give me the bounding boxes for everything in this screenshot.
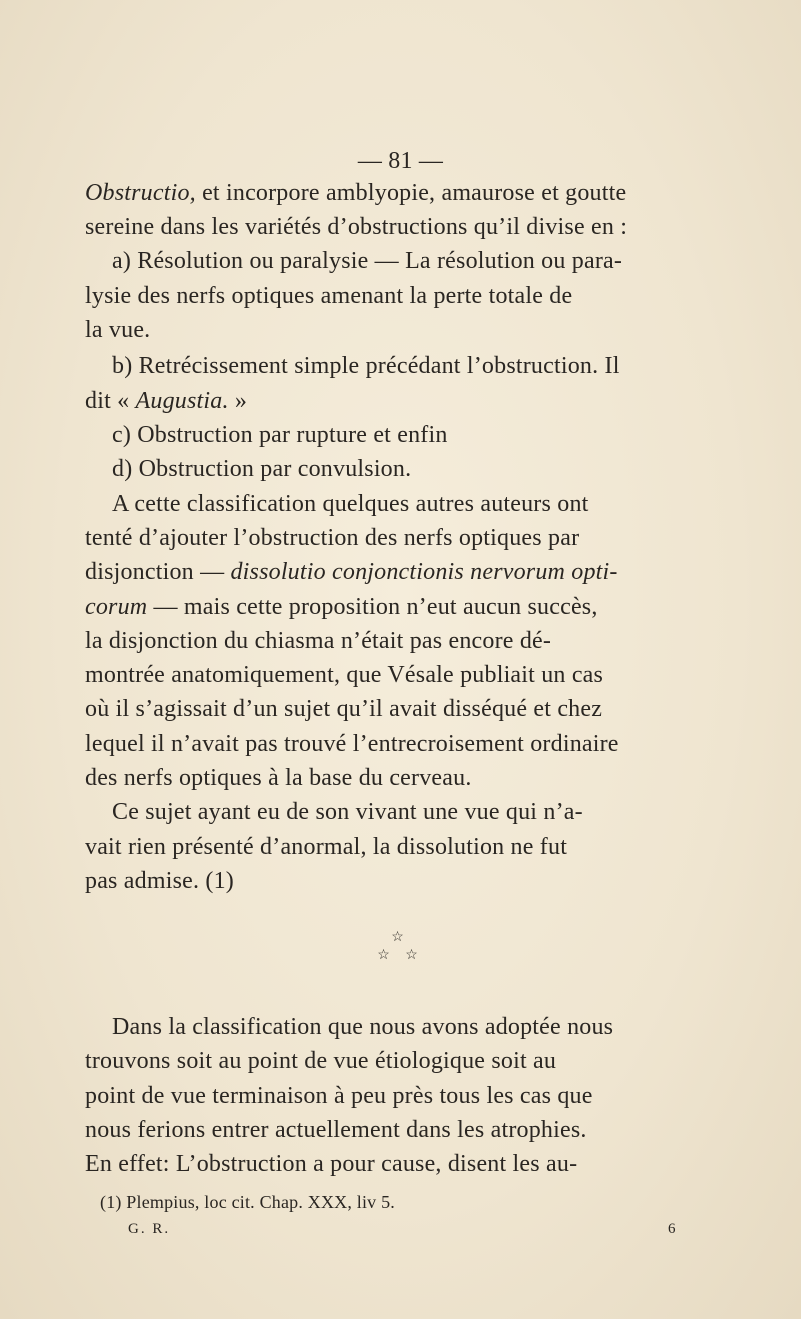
text-line: sereine dans les variétés d’obstructions qu’il divise en : — [85, 214, 628, 240]
text-line: lysie des nerfs optiques amenant la perte totale de — [85, 283, 573, 309]
text-span: — mais cette proposition n’eut aucun succès, — [147, 594, 598, 620]
text-line: montrée anatomiquement, que Vésale publiait un cas — [85, 662, 604, 688]
page-number: — 81 — — [357, 148, 444, 174]
latin-term: Obstructio, — [85, 180, 196, 206]
footnote: (1) Plempius, loc cit. Chap. XXX, liv 5. — [100, 1192, 395, 1212]
signature-number: 6 — [668, 1221, 678, 1237]
text-line: nous ferions entrer actuellement dans les atrophies. — [85, 1117, 587, 1143]
text-line: En effet: L’obstruction a pour cause, disent les au- — [85, 1151, 578, 1177]
text-line: trouvons soit au point de vue étiologique soit au — [85, 1048, 557, 1074]
text-line: d) Obstruction par convulsion. — [112, 456, 412, 482]
text-line — [85, 386, 725, 416]
text-line: Ce sujet ayant eu de son vivant une vue qui n’a- — [112, 799, 583, 825]
text-line: a) Résolution ou paralysie — La résolution ou para- — [112, 248, 623, 274]
text-line — [85, 557, 725, 587]
text-span: disjonction — — [85, 559, 231, 585]
text-line: des nerfs optiques à la base du cerveau. — [85, 765, 472, 791]
text-line — [85, 592, 725, 622]
text-line: lequel il n’avait pas trouvé l’entrecroisement ordinaire — [85, 731, 619, 757]
text-span: dit « — [85, 388, 136, 414]
latin-term: corum — [85, 594, 148, 620]
text-line: point de vue terminaison à peu près tous les cas que — [85, 1083, 593, 1109]
signature-mark: G. R. — [128, 1221, 171, 1237]
separator-star: ☆ — [391, 930, 410, 945]
text-line: vait rien présenté d’anormal, la dissolution ne fut — [85, 834, 568, 860]
text-line — [85, 178, 725, 208]
text-line: c) Obstruction par rupture et enfin — [112, 422, 448, 448]
text-line: la vue. — [85, 317, 151, 343]
text-line: A cette classification quelques autres auteurs ont — [112, 491, 589, 517]
text-line: pas admise. (1) — [85, 868, 234, 894]
text-line: Dans la classification que nous avons adoptée nous — [112, 1014, 614, 1040]
text-line: où il s’agissait d’un sujet qu’il avait disséqué et chez — [85, 696, 603, 722]
text-line: b) Retrécissement simple précédant l’obstruction. Il — [112, 353, 620, 379]
text-line: tenté d’ajouter l’obstruction des nerfs optiques par — [85, 525, 580, 551]
text-span: et incorpore amblyopie, amaurose et goutte — [195, 180, 627, 206]
text-line: la disjonction du chiasma n’était pas encore dé- — [85, 628, 552, 654]
latin-term: Augustia. — [135, 388, 229, 414]
separator-stars: ☆ ☆ — [377, 948, 424, 963]
text-span: » — [228, 388, 248, 414]
latin-term: dissolutio conjonctionis nervorum opti- — [230, 559, 618, 585]
